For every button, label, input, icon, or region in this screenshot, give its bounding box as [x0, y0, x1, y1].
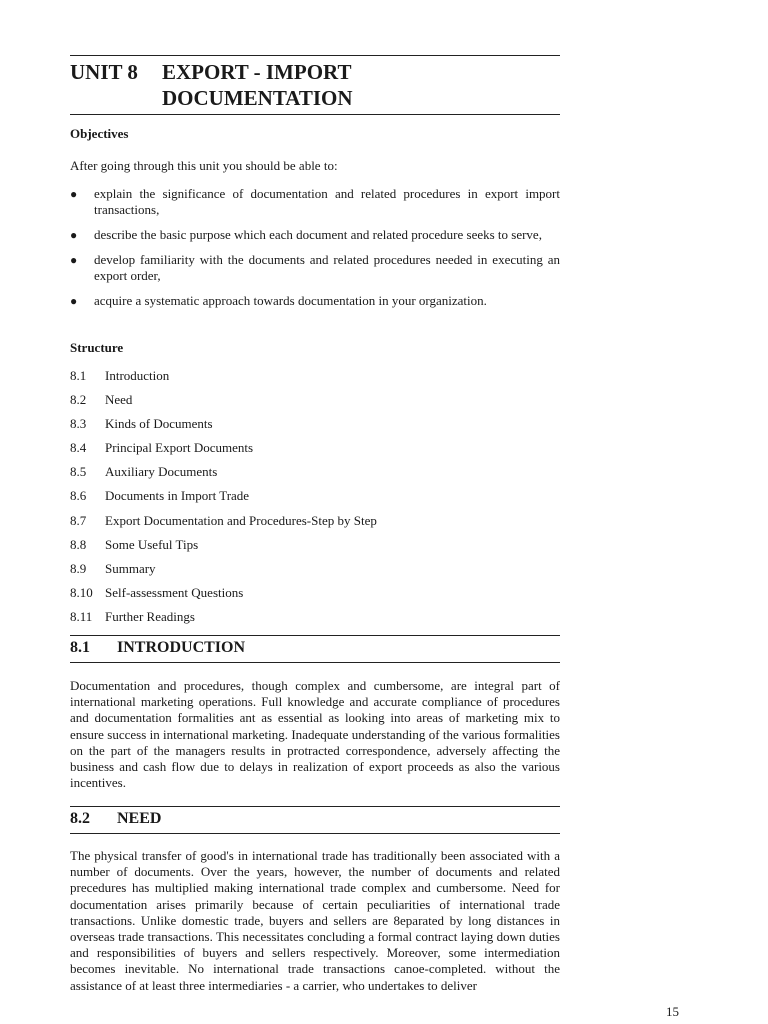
objectives-heading: Objectives	[70, 126, 129, 141]
list-item: ● acquire a systematic approach towards documentation in your organization.	[70, 293, 487, 308]
list-item: 8.6 Documents in Import Trade	[70, 488, 250, 504]
list-item: 8.4 Principal Export Documents	[70, 440, 254, 456]
unit-title	[70, 56, 560, 114]
list-item: ● describe the basic purpose which each document and related procedure seeks to serve,	[70, 227, 542, 242]
section-bottom-rule	[70, 662, 560, 663]
list-item: 8.9 Summary	[70, 560, 156, 576]
section-introduction-header	[70, 635, 560, 663]
unit-title-text	[162, 59, 560, 111]
header-bottom-rule	[70, 114, 560, 115]
list-item: 8.8 Some Useful Tips	[70, 536, 199, 552]
bullet-icon: ●	[70, 228, 78, 242]
list-item: 8.2 Need	[70, 392, 133, 408]
need-paragraph: The physical transfer of good's in international trade has traditionally been associated with a number of documents. Over the years, however, the number of documents and related precedures has multiplied making international trade complex and cumbersome. Need for documentation arises primarily because of certain peculiarities of international trade transactions. Unlike domestic trade, buyers and sellers are 8eparated by long distances in overseas trade transactions. This necessitates concluding a formal contract laying down duties and responsibilities of buyers and sellers respectively. Moreover, some intermediation becomes inevitable. No international trade transactions canoe-completed. without the assistance of at least three intermediaries - a carrier, who undertakes to deliver	[70, 848, 560, 993]
list-item: ● develop familiarity with the documents and related procedures needed in executing an export order,	[70, 252, 560, 283]
bullet-icon: ●	[70, 187, 78, 201]
bullet-icon: ●	[70, 294, 78, 308]
list-item: 8.11 Further Readings	[70, 608, 195, 624]
introduction-paragraph: Documentation and procedures, though complex and cumbersome, are integral part of international marketing operations. Full knowledge and accurate compliance of procedures and documentation formalities ant as essential as looking into areas of marketing mix to ensure success in international marketing. Inadequate understanding of the various formalities on the part of the managers results in protracted correspondence, adversely affecting the business and cash flow due to delays in realization of export proceeds as also the various incentives.	[70, 678, 560, 791]
unit-number: UNIT 8	[70, 60, 138, 84]
list-item: ● explain the significance of documentation and related procedures in export import transactions,	[70, 186, 560, 217]
objectives-list	[70, 186, 560, 318]
section-need-header	[70, 806, 560, 834]
list-item: 8.1 Introduction	[70, 368, 170, 383]
structure-list	[70, 367, 377, 632]
unit-title-line2: DOCUMENTATION	[162, 86, 353, 110]
section-bottom-rule	[70, 833, 560, 834]
page-number: 15	[666, 1004, 679, 1019]
list-item: 8.3 Kinds of Documents	[70, 416, 213, 432]
bullet-icon: ●	[70, 253, 78, 267]
structure-heading: Structure	[70, 340, 124, 355]
section-title: 8.1 INTRODUCTION	[70, 639, 246, 656]
objectives-intro: After going through this unit you should be able to:	[70, 158, 338, 173]
list-item: 8.7 Export Documentation and Procedures-Step by Step	[70, 512, 377, 528]
unit-header	[70, 55, 560, 115]
unit-title-line1: EXPORT - IMPORT	[162, 60, 352, 84]
list-item: 8.10 Self-assessment Questions	[70, 584, 244, 600]
list-item: 8.5 Auxiliary Documents	[70, 464, 218, 480]
section-title: 8.2 NEED	[70, 810, 162, 827]
